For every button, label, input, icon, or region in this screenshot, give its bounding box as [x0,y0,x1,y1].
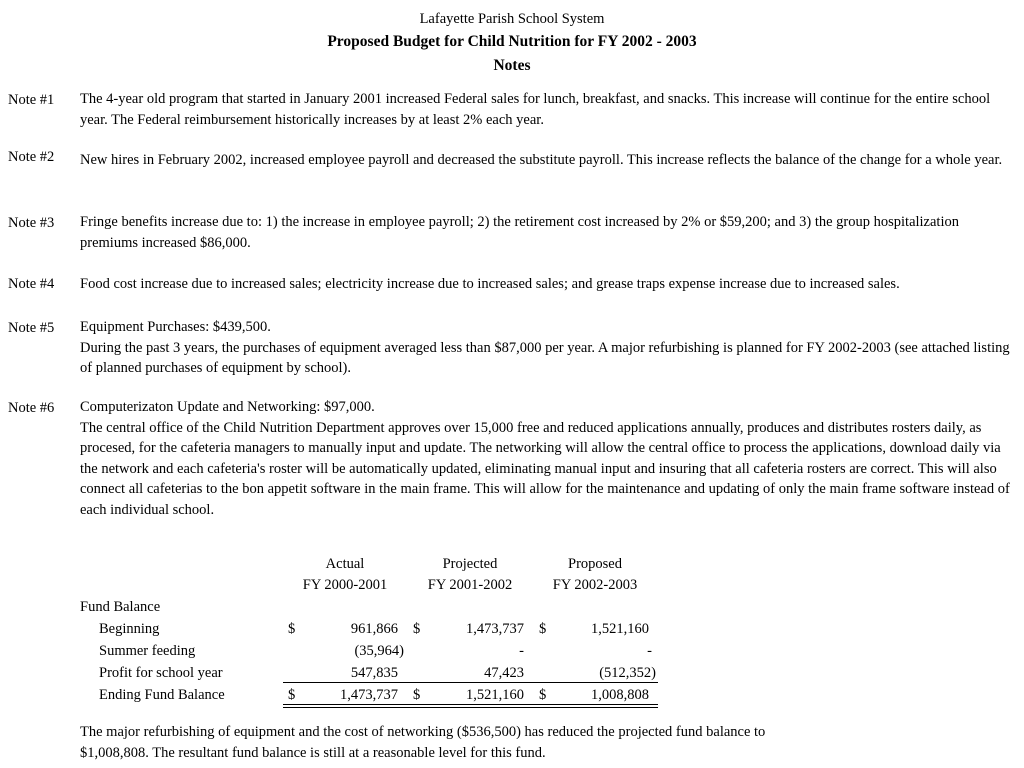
row-label-profit: Profit for school year [99,665,223,681]
note-6-line: The central office of the Child Nutrition Department approves over 15,000 free and reduced applications annually, produces and distributes rosters daily, as procesed, for the cafeteria managers to manually input and update. The networking will allow the central office to process the applications, download daily via the network and each cafeteria's roster will be automatically updated, eliminating manual input and insuring that all cafeteria rosters are correct. This will also connect all cafeterias to the bon appetit software in the main frame. This will allow for the maintenance and updating of only the main frame software instead of each individual school. [80,419,1010,518]
note-3-label: Note #3 [8,215,55,231]
currency-symbol: $ [539,687,547,703]
note-5-label: Note #5 [8,320,55,336]
note-2-text [80,150,1015,171]
note-2-line: New hires in February 2002, increased employee payroll and decreased the substitute payroll. This increase reflects the balance of the change for a whole year. [80,152,1003,168]
cell-value: 1,521,160 [466,687,524,703]
col-header-proposed-year: FY 2002-2003 [552,577,638,593]
cell-value: - [519,643,524,659]
cell-value: 47,423 [484,665,524,681]
cell-value: 1,008,808 [591,687,649,703]
note-2-label: Note #2 [8,149,55,165]
cell-value: - [647,643,652,659]
note-1-text [80,89,1015,130]
footer-line: The major refurbishing of equipment and the cost of networking ($536,500) has reduced the projected fund balance to [80,724,766,740]
col-header-proposed: Proposed [568,556,622,572]
footer-line: $1,008,808. The resultant fund balance is still at a reasonable level for this fund. [80,745,546,761]
cell-value: 961,866 [350,621,398,637]
currency-symbol: $ [413,687,421,703]
row-label-ending-balance: Ending Fund Balance [99,687,225,703]
cell-value: 1,473,737 [340,687,398,703]
note-3-line: Fringe benefits increase due to: 1) the increase in employee payroll; 2) the retirement cost increased by 2% or $59,200; and 3) the group hospitalization premiums increased $86,000. [80,214,959,251]
col-header-projected-year: FY 2001-2002 [427,577,513,593]
organization-name: Lafayette Parish School System [419,11,605,27]
note-5-text [80,317,1015,379]
note-5-line: During the past 3 years, the purchases of equipment averaged less than $87,000 per year. A major refurbishing is planned for FY 2002-2003 (see attached listing of planned purchases of equipment by school). [80,339,1010,376]
col-header-projected: Projected [442,556,498,572]
col-header-actual: Actual [325,556,365,572]
currency-symbol: $ [288,621,296,637]
note-1-label: Note #1 [8,92,55,108]
row-label-beginning: Beginning [99,621,160,637]
note-1-line: The 4-year old program that started in January 2001 increased Federal sales for lunch, breakfast, and snacks. This increase will continue for the entire school year. The Federal reimbursement historically increases by at least 2% each year. [80,91,991,128]
subtotal-rule [283,682,658,683]
currency-symbol: $ [539,621,547,637]
page-subtitle: Notes [493,57,531,74]
col-header-actual-year: FY 2000-2001 [302,577,388,593]
page-title: Proposed Budget for Child Nutrition for FY 2002 - 2003 [327,33,697,50]
cell-value: 1,473,737 [466,621,524,637]
cell-value: 547,835 [350,665,398,681]
cell-value: (35,964) [354,643,404,659]
total-double-rule-top [283,704,658,705]
note-4-label: Note #4 [8,276,55,292]
note-3-text [80,212,1015,253]
note-4-line: Food cost increase due to increased sales; electricity increase due to increased sales; and grease traps expense increase due to increased sales. [80,276,900,292]
note-6-text [80,397,1015,520]
section-label: Fund Balance [80,599,161,615]
currency-symbol: $ [413,621,421,637]
note-6-label: Note #6 [8,400,55,416]
row-label-summer-feeding: Summer feeding [99,643,196,659]
footer-text [80,722,840,764]
note-4-text [80,274,1015,295]
total-double-rule-bottom [283,707,658,708]
note-6-line: Computerizaton Update and Networking: $97,000. [80,399,375,415]
currency-symbol: $ [288,687,296,703]
note-5-line: Equipment Purchases: $439,500. [80,319,271,335]
cell-value: (512,352) [599,665,656,681]
cell-value: 1,521,160 [591,621,649,637]
